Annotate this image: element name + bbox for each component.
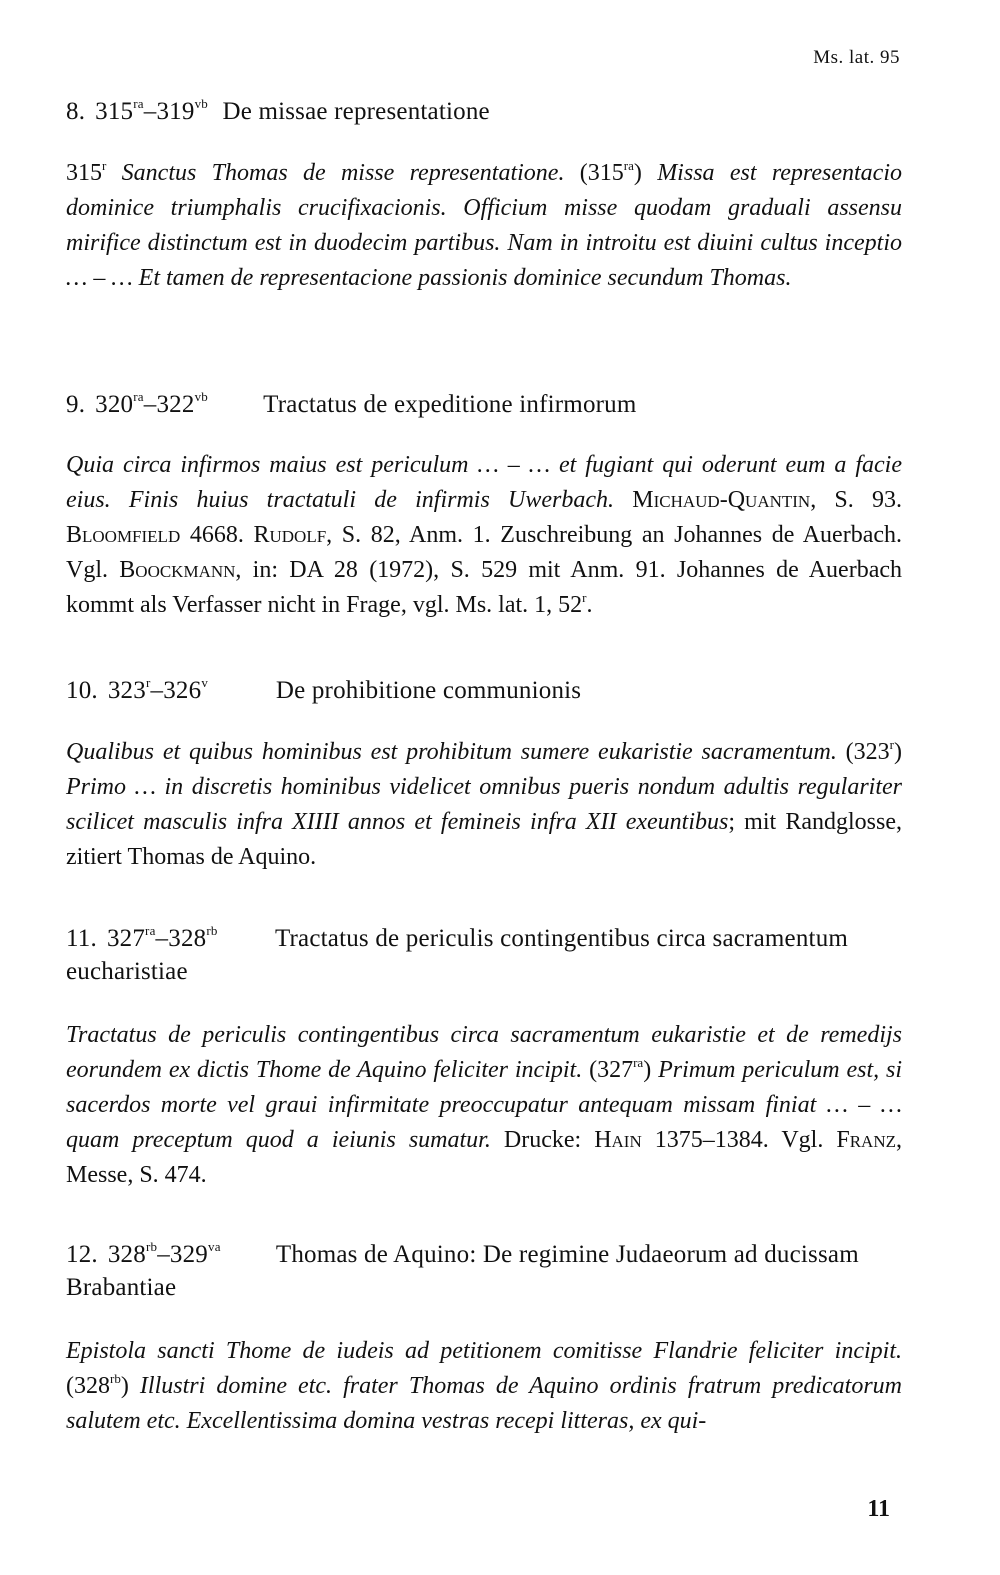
- entry-title: De prohibitione communionis: [275, 677, 582, 704]
- entry-description: Epistola sancti Thome de iudeis ad petitionem comitisse Flandrie feliciter incipit. $(328^{rb})$ Illustri domine etc. frater Thomas de Aquino ordinis fratrum predicatorum salutem etc. Excellentissima domina vestras recepi litteras, ex qui-: [66, 1338, 903, 1434]
- folio-range: $327^{ra}-328^{rb}$: [106, 923, 218, 952]
- catalog-entry-12: [66, 1238, 902, 1439]
- folio-range: 323$^r$–326$^v$: [107, 675, 209, 704]
- page-number: 11: [867, 1496, 890, 1522]
- entry-heading: [66, 1238, 902, 1304]
- running-head: Ms. lat. 95: [813, 47, 900, 68]
- entry-number: 9.: [66, 391, 86, 418]
- catalog-entry-8: [66, 95, 902, 296]
- entry-title: Tractatus de periculis contingentibus circa sacramentum eucharistiae: [66, 925, 849, 985]
- entry-number: 12.: [66, 1241, 98, 1268]
- folio-range: $328^{rb}-329^{va}$: [107, 1239, 221, 1268]
- entry-heading: [66, 674, 902, 707]
- entry-title: De missae representatione: [222, 98, 490, 125]
- entry-description: Tractatus de periculis contingentibus circa sacramentum eukaristie et de remedijs eorundem ex dictis Thome de Aquino feliciter incipit. $(327^{ra})$ Primum periculum est, si sacerdos morte vel graui infirmitate preoccupatur antequam missam finiat … – … quam preceptum quod a ieiunis sumatur. Drucke: Hain 1375–1384. Vgl. Franz, Messe, S. 474.: [66, 1022, 903, 1188]
- entry-heading: [66, 922, 902, 988]
- folio-range: $315^{ra}-319^{vb}$: [95, 96, 208, 125]
- entry-description: Qualibus et quibus hominibus est prohibitum sumere eukaristie sacramentum. (323$^r$) Primo … in discretis hominibus videlicet omnibus pueris nondum adultis regulariter scilicet masculis infra XIIII annos et femineis infra XII exeuntibus; mit Randglosse, zitiert Thomas de Aquino.: [66, 737, 902, 870]
- entry-heading: [66, 95, 902, 128]
- entry-title: Thomas de Aquino: De regimine Judaeorum ad ducissam Brabantiae: [66, 1241, 859, 1301]
- entry-description: 315$^r$ Sanctus Thomas de misse representatione. $(315^{ra})$ Missa est representacio dominice triumphalis crucifixacionis. Officium misse quodam graduali assensu mirifice distinctum est in duodecim partibus. Nam in introitu est diuini cultus inceptio … – … Et tamen de representacione passionis dominice secundum Thomas.: [66, 158, 903, 291]
- entry-number: 11.: [66, 925, 97, 952]
- entry-title: Tractatus de expeditione infirmorum: [263, 391, 637, 418]
- catalog-entry-11: [66, 922, 902, 1193]
- entry-number: 10.: [66, 677, 98, 704]
- folio-range: $320^{ra}-322^{vb}$: [95, 389, 208, 418]
- catalog-entry-10: [66, 674, 902, 875]
- entry-description: Quia circa infirmos maius est periculum … – … et fugiant qui oderunt eum a facie eius. Finis huius tractatuli de infirmis Uwerbach. Michaud-Quantin, S. 93. Bloomfield 4668. Rudolf, S. 82, Anm. 1. Zuschreibung an Johannes de Auerbach. Vgl. Boockmann, in: DA 28 (1972), S. 529 mit Anm. 91. Johannes de Auerbach kommt als Verfasser nicht in Frage, vgl. Ms. lat. 1, 52$^r$.: [66, 452, 903, 618]
- catalog-entry-9: [66, 388, 902, 623]
- entry-heading: [66, 388, 902, 421]
- entry-number: 8.: [66, 98, 86, 125]
